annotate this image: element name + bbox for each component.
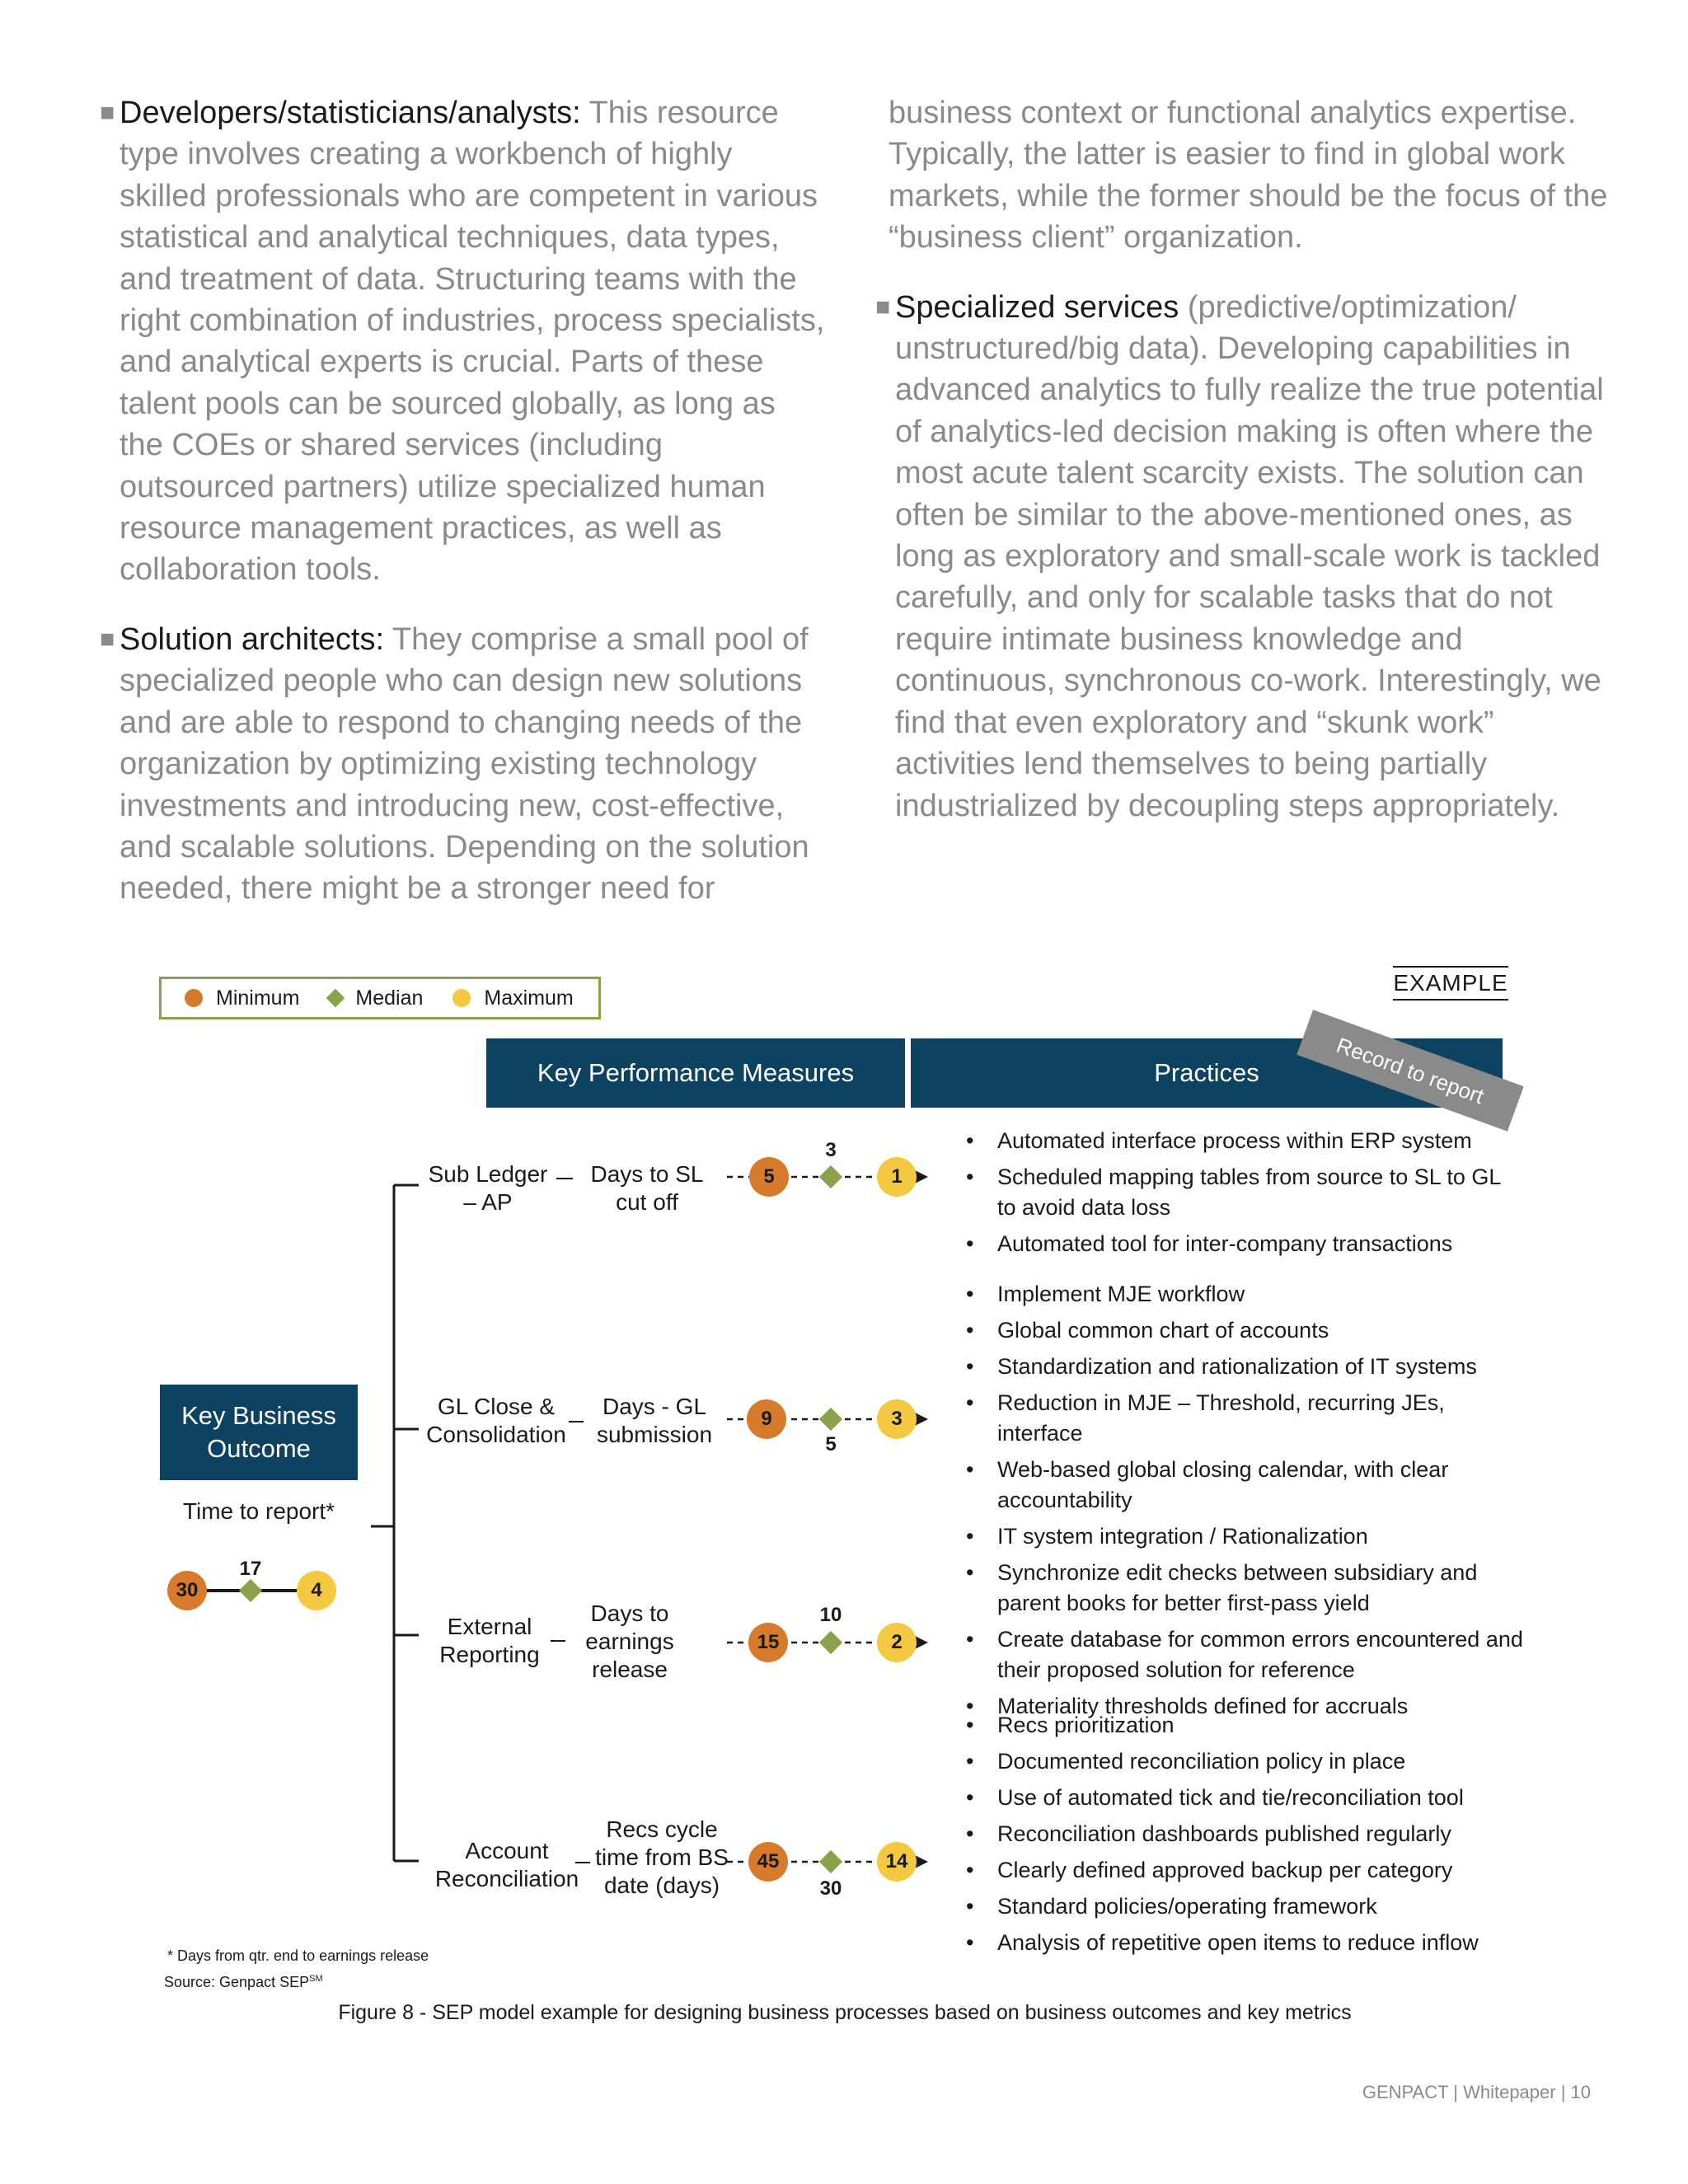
- example-label: EXAMPLE: [1393, 966, 1508, 1001]
- row-minimum-value: 9: [747, 1399, 786, 1439]
- para-lead: Specialized services: [895, 289, 1179, 325]
- process-sub-ledger-ap: Sub Ledger – AP: [428, 1161, 548, 1215]
- median-marker: [819, 1850, 842, 1873]
- median-marker: [819, 1631, 842, 1654]
- key-business-outcome-box: Key Business Outcome: [160, 1385, 358, 1480]
- practice-item: • Reduction in MJE – Threshold, recurring JEs, interface: [964, 1388, 1525, 1449]
- legend-label: Median: [355, 986, 424, 1010]
- figure-caption: Figure 8 - SEP model example for designing business processes based on business outcomes and key metrics: [338, 2001, 1352, 2024]
- practice-item: • Use of automated tick and tie/reconciliation tool: [964, 1783, 1525, 1813]
- source-text: Source: Genpact SEP: [164, 1974, 310, 1990]
- para-lead: Solution architects:: [120, 621, 385, 657]
- practice-item: • Create database for common errors encountered and their proposed solution for reference: [964, 1624, 1525, 1685]
- arrow-icon: [915, 1170, 928, 1183]
- para-lead: Developers/statisticians/analysts:: [120, 96, 581, 130]
- service-mark: SM: [309, 1974, 323, 1984]
- row-minimum-value: 5: [749, 1157, 789, 1197]
- median-diamonds: [819, 1165, 842, 1873]
- source-note: [164, 1974, 323, 1991]
- para-text: This resource type involves creating a workbench of highly skilled professionals who are competent in various statistical and analytical techniques, data types, and treatment of data. Structuring teams with the right combination of industries, process specialists, and analytical experts is crucial. Parts of these talent pools can be sourced globally, as long as the COEs or shared services (including outsourced partners) utilize specialized human resource management practices, as well as collaboration tools.: [120, 96, 825, 588]
- practice-item: • Global common chart of accounts: [964, 1315, 1525, 1346]
- row-arrows: [915, 1170, 928, 1868]
- practice-item: • Documented reconciliation policy in place: [964, 1746, 1525, 1777]
- practices-list-sub-ledger: [964, 1126, 1525, 1265]
- legend-minimum: [185, 987, 299, 1010]
- practice-item: • Scheduled mapping tables from source to SL to GL to avoid data loss: [964, 1162, 1525, 1223]
- legend-median: [329, 987, 423, 1010]
- kbo-maximum-value: 4: [297, 1571, 336, 1610]
- row-median-value: 30: [819, 1877, 842, 1900]
- practice-item: • Implement MJE workflow: [964, 1279, 1525, 1310]
- practice-item: • Materiality thresholds defined for accruals: [964, 1691, 1525, 1722]
- time-to-report-label: Time to report*: [182, 1498, 335, 1524]
- measure-days-gl-submission: Days - GL submission: [596, 1394, 713, 1447]
- arrow-icon: [915, 1636, 928, 1649]
- process-account-reconciliation: Account Reconciliation: [434, 1838, 579, 1891]
- legend-label: Minimum: [216, 986, 300, 1010]
- para-continuation: business context or functional analytics expertise. Typically, the latter is easier to find in global work markets, while the former should be the focus of the “business client” organization.: [889, 96, 1608, 255]
- para-text: They comprise a small pool of specialized people who can design new solutions and are able to respond to changing needs of the organization by optimizing existing technology investments and introducing new, cost-effective, and scalable solutions. Depending on the solution needed, there might be a stronger need for: [120, 621, 809, 907]
- median-diamond-icon: [326, 989, 345, 1008]
- median-marker: [819, 1408, 842, 1431]
- row-maximum-value: 2: [877, 1623, 917, 1662]
- maximum-circle-icon: [452, 989, 471, 1007]
- measure-days-to-earnings: Days to earnings release: [585, 1601, 674, 1682]
- header-key-performance-measures: Key Performance Measures: [486, 1038, 905, 1108]
- row-median-value: 5: [825, 1433, 837, 1455]
- practices-list-gl-close-external: [964, 1279, 1525, 1727]
- practices-list-reconciliation: [964, 1710, 1525, 1964]
- kbo-median-value: 17: [239, 1558, 262, 1580]
- measure-recs-cycle-time: Recs cycle time from BS date (days): [595, 1816, 729, 1898]
- para-text: (predictive/optimization/ unstructured/big data). Developing capabilities in advanced analytics to fully realize the true potential of analytics-led decision making is often where the most acute talent scarcity exists. The solution can often be similar to the above-mentioned ones, as long as exploratory and small-scale work is tackled carefully, and only for scalable tasks that do not require intimate business knowledge and continuous, synchronous co-work. Interestingly, we find that even exploratory and “skunk work” activities lend themselves to being partially industrialized by decoupling steps appropriately.: [895, 289, 1604, 823]
- range-dashes: [727, 1177, 917, 1862]
- row-median-value: 3: [825, 1139, 837, 1161]
- median-marker: [819, 1165, 842, 1188]
- row-minimum-value: 15: [748, 1623, 788, 1662]
- row-maximum-value: 3: [877, 1399, 917, 1439]
- practice-item: • Recs prioritization: [964, 1710, 1525, 1741]
- bullet-icon: ■: [100, 625, 115, 653]
- bullet-icon: ■: [100, 99, 115, 126]
- practice-item: • Automated tool for inter-company transactions: [964, 1229, 1525, 1259]
- header-practices: Practices: [911, 1038, 1503, 1108]
- footnote: * Days from qtr. end to earnings release: [167, 1947, 429, 1964]
- practice-item: • Clearly defined approved backup per category: [964, 1855, 1525, 1886]
- figure-legend: [159, 977, 601, 1019]
- row-median-value: 10: [819, 1604, 842, 1626]
- practice-item: • Web-based global closing calendar, with clear accountability: [964, 1455, 1525, 1516]
- process-external-reporting: External Reporting: [439, 1614, 540, 1667]
- row-maximum-value: 1: [877, 1157, 917, 1197]
- record-to-report-stamp: Record to report: [1296, 1010, 1523, 1132]
- bullet-icon: ■: [875, 293, 891, 321]
- minimum-circle-icon: [185, 989, 203, 1007]
- legend-maximum: [452, 987, 573, 1010]
- row-minimum-value: 45: [748, 1842, 788, 1882]
- measure-days-to-sl: Days to SL cut off: [590, 1161, 704, 1215]
- arrow-icon: [915, 1855, 928, 1868]
- practice-item: • Synchronize edit checks between subsidiary and parent books for better first-pass yield: [964, 1558, 1525, 1619]
- page-footer: GENPACT | Whitepaper | 10: [1362, 2082, 1591, 2102]
- kbo-minimum-value: 30: [167, 1571, 207, 1610]
- practice-item: • IT system integration / Rationalization: [964, 1521, 1525, 1552]
- arrow-icon: [915, 1413, 928, 1426]
- legend-label: Maximum: [484, 986, 574, 1010]
- practice-item: • Analysis of repetitive open items to reduce inflow: [964, 1928, 1525, 1958]
- process-gl-close: GL Close & Consolidation: [426, 1394, 566, 1447]
- practice-item: • Automated interface process within ERP system: [964, 1126, 1525, 1156]
- practice-item: • Standard policies/operating framework: [964, 1891, 1525, 1922]
- row-maximum-value: 14: [877, 1842, 917, 1882]
- practice-item: • Reconciliation dashboards published regularly: [964, 1819, 1525, 1849]
- kbo-median-marker: [239, 1579, 262, 1602]
- practice-item: • Standardization and rationalization of IT systems: [964, 1352, 1525, 1382]
